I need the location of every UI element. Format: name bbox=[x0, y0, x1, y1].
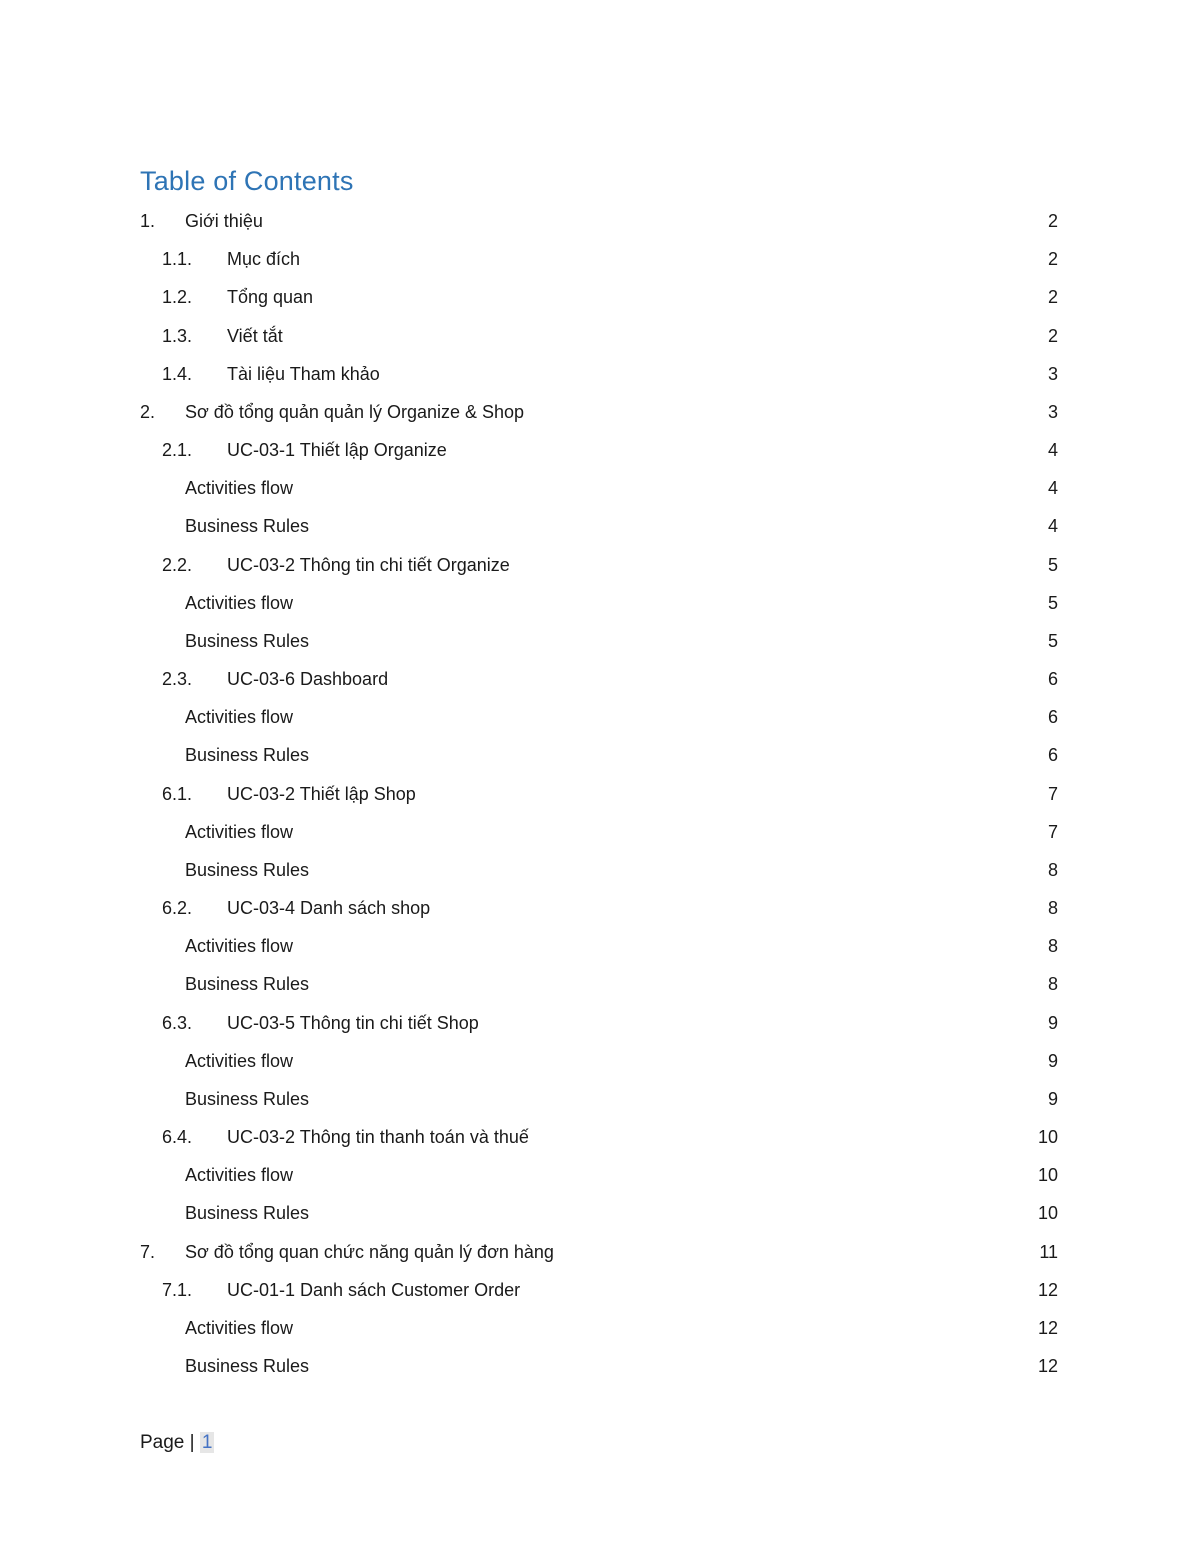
toc-entry-text: Activities flow bbox=[185, 592, 294, 613]
toc-entry-number: 1.1. bbox=[162, 249, 193, 270]
toc-entry-text: Activities flow bbox=[185, 707, 294, 728]
footer-page-number: 1 bbox=[201, 1432, 213, 1453]
toc-entry-page: 5 bbox=[1047, 592, 1058, 613]
toc-entry-text: Activities flow bbox=[185, 821, 294, 842]
toc-entry-page: 6 bbox=[1047, 707, 1058, 728]
toc-entry[interactable] bbox=[0, 321, 1200, 351]
toc-entry-text: UC-03-2 Thông tin thanh toán và thuế bbox=[227, 1127, 529, 1148]
toc-entry-text: Activities flow bbox=[185, 1317, 294, 1338]
toc-entry-text: Activities flow bbox=[185, 478, 294, 499]
toc-entry[interactable] bbox=[0, 511, 1200, 541]
toc-entry-page: 7 bbox=[1047, 783, 1058, 804]
toc-entry[interactable] bbox=[0, 1351, 1200, 1381]
toc-entry[interactable] bbox=[0, 740, 1200, 770]
toc-entry-text: Viết tắt bbox=[227, 325, 283, 346]
toc-entry-page: 5 bbox=[1047, 554, 1058, 575]
toc-entry-page: 8 bbox=[1047, 898, 1058, 919]
toc-entry-page: 10 bbox=[1037, 1165, 1058, 1186]
toc-entry[interactable] bbox=[0, 664, 1200, 694]
toc-entry-text: Activities flow bbox=[185, 1165, 294, 1186]
toc-entry-number: 2.2. bbox=[162, 554, 193, 575]
toc-entry-page: 2 bbox=[1047, 249, 1058, 270]
toc-entry-number: 6.3. bbox=[162, 1012, 193, 1033]
toc-entry-page: 9 bbox=[1047, 1088, 1058, 1109]
toc-entry-text: UC-03-2 Thông tin chi tiết Organize bbox=[227, 554, 510, 575]
toc-entry[interactable] bbox=[0, 435, 1200, 465]
toc-entry[interactable] bbox=[0, 1275, 1200, 1305]
toc-entry-text: Business Rules bbox=[185, 745, 310, 766]
toc-entry-text: Mục đích bbox=[227, 249, 301, 270]
toc-entry-text: UC-01-1 Danh sách Customer Order bbox=[227, 1279, 521, 1300]
toc-entry-page: 4 bbox=[1047, 478, 1058, 499]
toc-entry-number: 1.2. bbox=[162, 287, 193, 308]
toc-entry[interactable] bbox=[0, 1313, 1200, 1343]
toc-entry[interactable] bbox=[0, 969, 1200, 999]
toc-entry-text: UC-03-1 Thiết lập Organize bbox=[227, 440, 447, 461]
toc-entry-number: 2.1. bbox=[162, 440, 193, 461]
toc-entry[interactable] bbox=[0, 1160, 1200, 1190]
toc-entry-text: Business Rules bbox=[185, 1203, 310, 1224]
toc-entry-page: 12 bbox=[1037, 1317, 1058, 1338]
toc-entry[interactable] bbox=[0, 1122, 1200, 1152]
toc-entry-text: Activities flow bbox=[185, 1050, 294, 1071]
toc-entry-text: Business Rules bbox=[185, 516, 310, 537]
toc-entry-page: 6 bbox=[1047, 669, 1058, 690]
toc-entry-text: Tổng quan bbox=[227, 287, 314, 308]
toc-entry[interactable] bbox=[0, 1198, 1200, 1228]
toc-entry[interactable] bbox=[0, 855, 1200, 885]
toc-entry-page: 12 bbox=[1037, 1279, 1058, 1300]
toc-entry-text: Tài liệu Tham khảo bbox=[227, 363, 380, 384]
toc-entry-number: 7. bbox=[140, 1241, 156, 1262]
toc-entry-page: 4 bbox=[1047, 516, 1058, 537]
toc-entry[interactable] bbox=[0, 931, 1200, 961]
toc-entry[interactable] bbox=[0, 359, 1200, 389]
toc-entry[interactable] bbox=[0, 1237, 1200, 1267]
toc-entry[interactable] bbox=[0, 702, 1200, 732]
toc-entry-page: 3 bbox=[1047, 401, 1058, 422]
toc-entry[interactable] bbox=[0, 206, 1200, 236]
footer-label: Page | bbox=[140, 1432, 195, 1453]
toc-entry-page: 7 bbox=[1047, 821, 1058, 842]
toc-entry[interactable] bbox=[0, 1046, 1200, 1076]
toc-entry-text: UC-03-5 Thông tin chi tiết Shop bbox=[227, 1012, 479, 1033]
toc-entry-number: 6.4. bbox=[162, 1127, 193, 1148]
toc-entry-number: 1. bbox=[140, 211, 156, 231]
toc-entry[interactable] bbox=[0, 282, 1200, 312]
toc-entry-text: UC-03-2 Thiết lập Shop bbox=[227, 783, 416, 804]
toc-entry-page: 11 bbox=[1039, 1241, 1058, 1262]
toc-entry-page: 2 bbox=[1047, 325, 1058, 346]
toc-entry-text: Giới thiệu bbox=[185, 211, 263, 231]
toc-entry[interactable] bbox=[0, 1084, 1200, 1114]
toc-entry-page: 8 bbox=[1047, 936, 1058, 957]
toc-entry-text: Sơ đồ tổng quan chức năng quản lý đơn hàng bbox=[185, 1241, 554, 1262]
toc-entry[interactable] bbox=[0, 893, 1200, 923]
toc-entry-page: 4 bbox=[1047, 440, 1058, 461]
toc-entry-page: 2 bbox=[1047, 211, 1058, 231]
toc-entry[interactable] bbox=[0, 817, 1200, 847]
toc-entry-text: Business Rules bbox=[185, 1088, 310, 1109]
toc-entry-page: 10 bbox=[1037, 1127, 1058, 1148]
toc-entry-page: 8 bbox=[1047, 974, 1058, 995]
toc-entry-text: Activities flow bbox=[185, 936, 294, 957]
toc-title: Table of Contents bbox=[140, 166, 354, 196]
toc-entry-number: 1.3. bbox=[162, 325, 193, 346]
toc-entry-text: Sơ đồ tổng quản quản lý Organize & Shop bbox=[185, 401, 525, 422]
toc-entry-text: Business Rules bbox=[185, 974, 310, 995]
toc-entry[interactable] bbox=[0, 397, 1200, 427]
toc-entry[interactable] bbox=[0, 626, 1200, 656]
toc-entry-page: 8 bbox=[1047, 859, 1058, 880]
toc-entry-text: UC-03-6 Dashboard bbox=[227, 669, 389, 690]
toc-entry[interactable] bbox=[0, 473, 1200, 503]
page-footer bbox=[140, 1428, 214, 1458]
toc-entry-number: 6.2. bbox=[162, 898, 193, 919]
toc-entry-text: UC-03-4 Danh sách shop bbox=[227, 898, 431, 919]
toc-entry-page: 3 bbox=[1047, 363, 1058, 384]
toc-entry-page: 12 bbox=[1037, 1356, 1058, 1377]
toc-entry-number: 2.3. bbox=[162, 669, 193, 690]
toc-entry[interactable] bbox=[0, 1008, 1200, 1038]
toc-entry[interactable] bbox=[0, 244, 1200, 274]
toc-entry-number: 7.1. bbox=[162, 1279, 193, 1300]
toc-entry-page: 5 bbox=[1047, 630, 1058, 651]
toc-entry-text: Business Rules bbox=[185, 630, 310, 651]
toc-entry-page: 9 bbox=[1047, 1050, 1058, 1071]
toc-entry[interactable] bbox=[0, 779, 1200, 809]
toc-entry-number: 1.4. bbox=[162, 363, 193, 384]
toc-entry-number: 6.1. bbox=[162, 783, 193, 804]
toc-entry-text: Business Rules bbox=[185, 1356, 310, 1377]
toc-entry-number: 2. bbox=[140, 401, 156, 422]
toc-entry-page: 2 bbox=[1047, 287, 1058, 308]
toc-entry[interactable] bbox=[0, 550, 1200, 580]
toc-entry-text: Business Rules bbox=[185, 859, 310, 880]
toc-entry-page: 6 bbox=[1047, 745, 1058, 766]
toc-entry[interactable] bbox=[0, 588, 1200, 618]
toc-entry-page: 9 bbox=[1047, 1012, 1058, 1033]
toc-entry-page: 10 bbox=[1037, 1203, 1058, 1224]
